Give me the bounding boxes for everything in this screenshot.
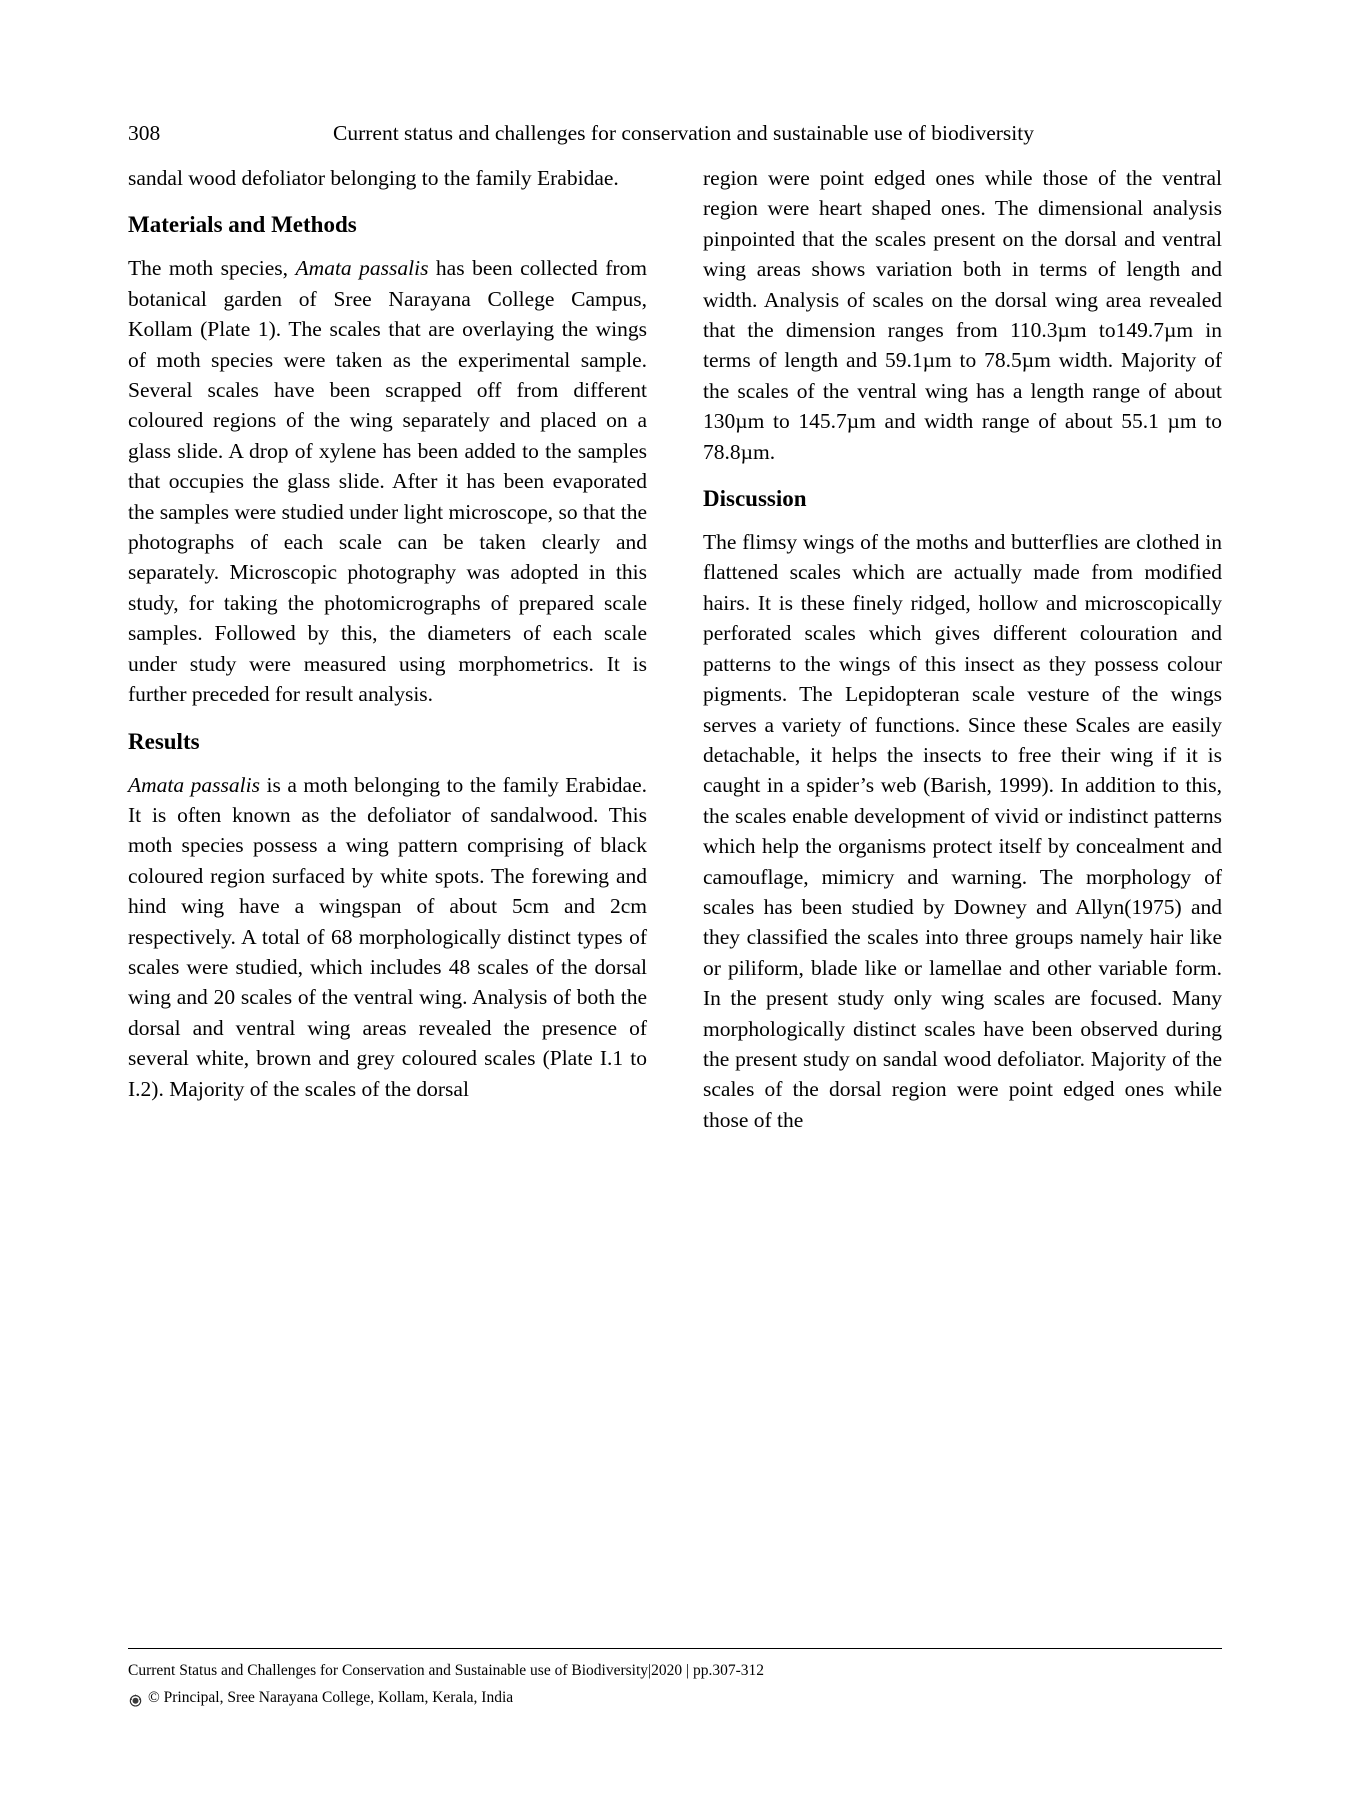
paragraph-continued: sandal wood defoliator belonging to the family Erabidae. [128, 166, 619, 190]
paragraph-materials-methods [128, 253, 647, 709]
heading-materials-and-methods: Materials and Methods [128, 212, 357, 238]
heading-discussion: Discussion [703, 486, 807, 512]
column-right [703, 163, 1222, 1383]
body-columns [128, 163, 1222, 1383]
page-footer [128, 1658, 1222, 1710]
footer-divider [128, 1648, 1222, 1649]
footer-copyright-text: © Principal, Sree Narayana College, Kollam, Kerala, India [148, 1689, 514, 1706]
paragraph-discussion: The flimsy wings of the moths and butterflies are clothed in flattened scales which are actually made from modified hairs. It is these finely ridged, hollow and microscopically perforated scales which gives different colouration and patterns to the wings of this insect as they possess colour pigments. The Lepidopteran scale vesture of the wings serves a variety of functions. Since these Scales are easily detachable, it helps the insects to free their wing if it is caught in a spider’s web (Barish, 1999). In addition to this, the scales enable development of vivid or indistinct patterns which help the organisms protect itself by concealment and camouflage, mimicry and warning. The morphology of scales has been studied by Downey and Allyn(1975) and they classified the scales into three groups namely hair like or piliform, blade like or lamellae and other variable form. In the present study only wing scales are focused. Many morphologically distinct scales have been observed during the present study on sandal wood defoliator. Majority of the scales of the dorsal region were point edged ones while those of the [703, 530, 1222, 1132]
page-number: 308 [128, 121, 161, 145]
footer-copyright-line [128, 1685, 1222, 1710]
running-head [128, 118, 1222, 148]
column-left [128, 163, 647, 1383]
running-title: Current status and challenges for conservation and sustainable use of biodiversity [333, 121, 1034, 145]
species-name-italic: Amata passalis [128, 772, 260, 797]
paragraph-results-continued: region were point edged ones while those of the ventral region were heart shaped ones. The dimensional analysis pinpointed that the scales present on the dorsal and ventral wing areas shows variation both in terms of length and width. Analysis of scales on the dorsal wing area revealed that the dimension ranges from 110.3µm to149.7µm in terms of length and 59.1µm to 78.5µm width. Majority of the scales of the ventral wing has a length range of about 130µm to 145.7µm and width range of about 55.1 µm to 78.8µm. [703, 166, 1222, 464]
heading-results: Results [128, 728, 200, 754]
materials-lead-text: The moth species, [128, 256, 296, 281]
paragraph-results [128, 770, 647, 1104]
footer-citation: Current Status and Challenges for Conservation and Sustainable use of Biodiversity|2020 | pp.307-312 [128, 1662, 765, 1679]
materials-body-text: has been collected from botanical garden of Sree Narayana College Campus, Kollam (Plate 1). The scales that are overlaying the wings of moth species were taken as the experimental sample. Several scales have been scrapped off from different coloured regions of the wing separately and placed on a glass slide. A drop of xylene has been added to the samples that occupies the glass slide. After it has been evaporated the samples were studied under light microscope, so that the photographs of each scale can be taken clearly and separately. Microscopic photography was adopted in this study, for taking the photomicrographs of prepared scale samples. Followed by this, the diameters of each scale under study were measured using morphometrics. It is further preceded for result analysis. [128, 256, 647, 707]
institution-seal-icon [128, 1691, 143, 1706]
results-body-text: is a moth belonging to the family Erabidae. It is often known as the defoliator of sandalwood. This moth species possess a wing pattern comprising of black coloured region surfaced by white spots. The forewing and hind wing have a wingspan of about 5cm and 2cm respectively. A total of 68 morphologically distinct types of scales were studied, which includes 48 scales of the dorsal wing and 20 scales of the ventral wing. Analysis of both the dorsal and ventral wing areas revealed the presence of several white, brown and grey coloured scales (Plate I.1 to I.2). Majority of the scales of the dorsal [128, 772, 648, 1101]
species-name-italic: Amata passalis [295, 256, 429, 281]
